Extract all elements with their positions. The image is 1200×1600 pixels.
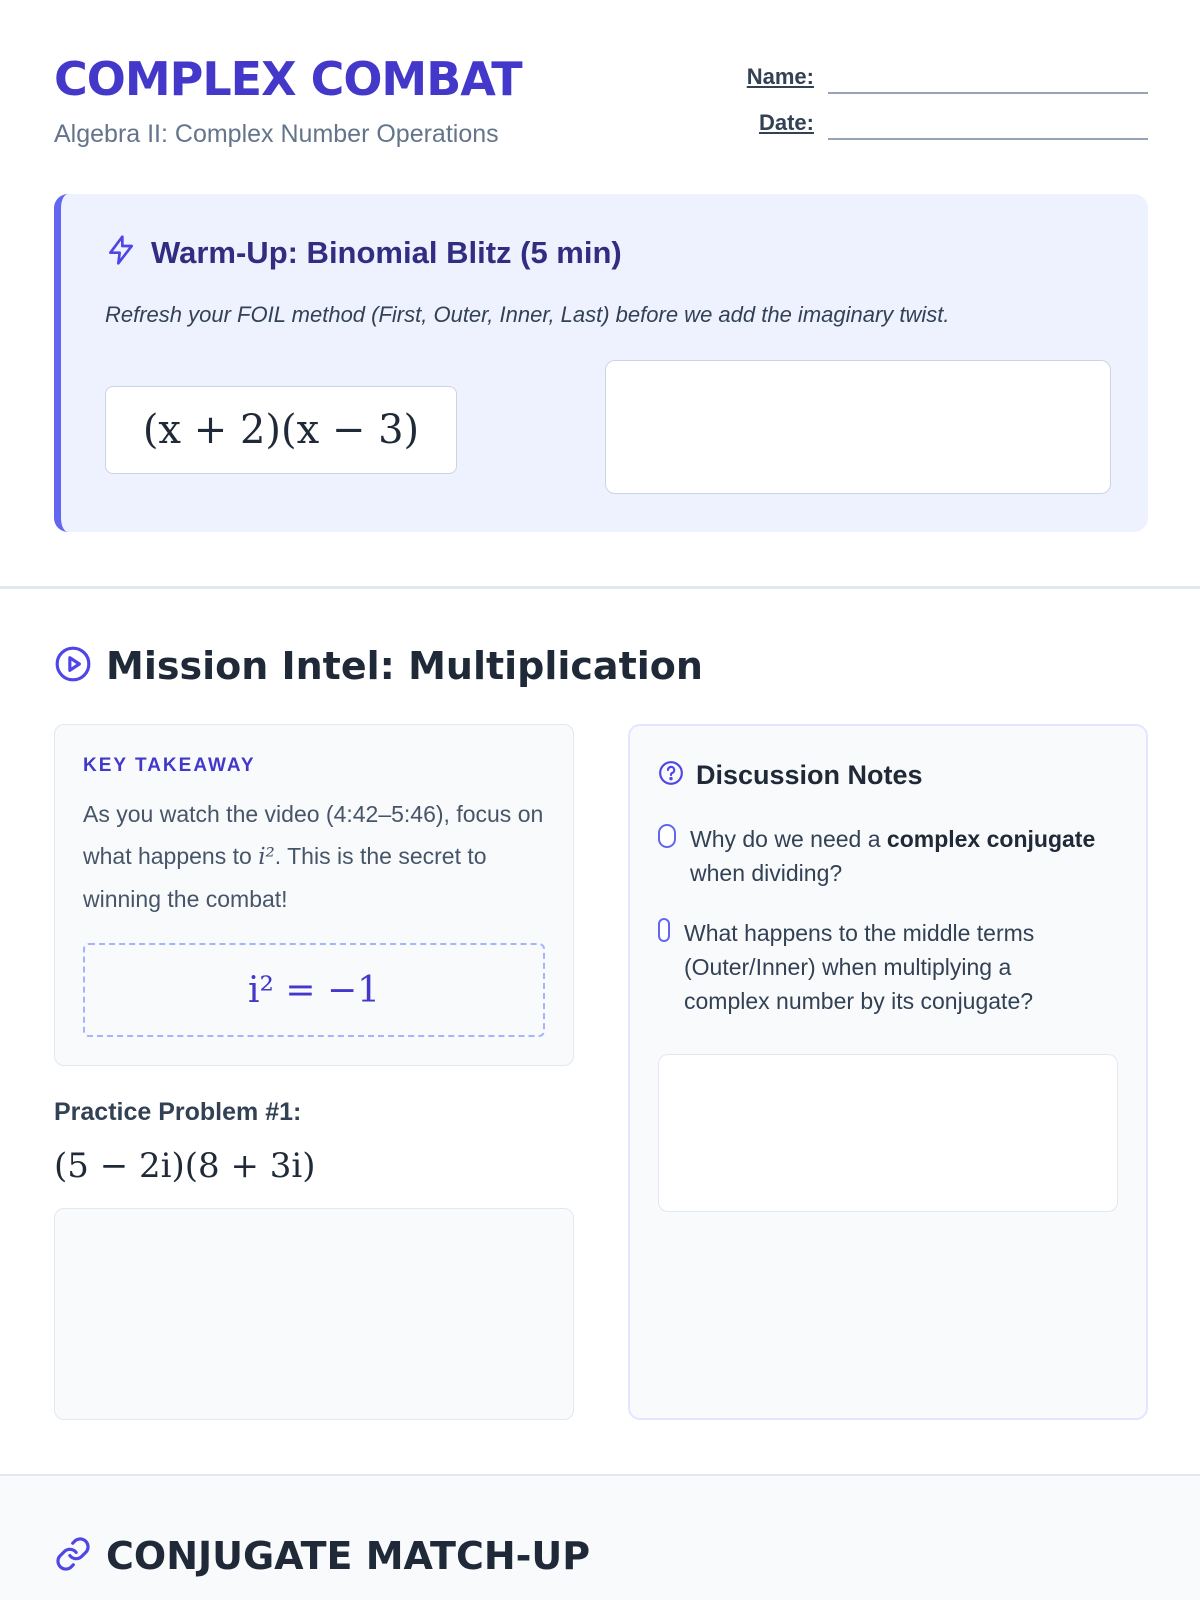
question-circle-icon — [658, 760, 684, 791]
question-2-text: What happens to the middle terms (Outer/Inner) when multiplying a complex number by its conjugate? — [684, 920, 1035, 1014]
question-emphasis: complex conjugate — [886, 826, 1096, 852]
key-takeaway-text — [83, 793, 553, 920]
play-circle-icon — [54, 645, 92, 688]
question-1-checkbox[interactable] — [658, 824, 676, 848]
warmup-header — [105, 234, 622, 271]
date-field — [700, 100, 1148, 140]
discussion-notes-box[interactable] — [658, 1054, 1118, 1212]
discussion-question-2 — [658, 916, 1098, 1018]
name-label: Name: — [746, 64, 814, 89]
warmup-expression: (x + 2)(x − 3) — [105, 386, 457, 474]
key-formula: i² = −1 — [83, 943, 545, 1037]
mission-header — [54, 644, 703, 688]
date-label: Date: — [758, 110, 814, 135]
takeaway-math: i² — [258, 844, 275, 870]
practice-problem-label: Practice Problem #1: — [54, 1098, 302, 1126]
question-1-text — [690, 822, 1098, 890]
warmup-title: Warm-Up: Binomial Blitz (5 min) — [151, 234, 622, 270]
discussion-header — [658, 760, 923, 791]
discussion-notes-card — [628, 724, 1148, 1420]
warmup-description: Refresh your FOIL method (First, Outer, Inner, Last) before we add the imaginary twist. — [105, 302, 950, 327]
page-title: COMPLEX COMBAT — [54, 52, 522, 106]
name-field — [700, 54, 1148, 94]
warmup-answer-box[interactable] — [605, 360, 1111, 494]
question-text-part: Why do we need a — [690, 826, 887, 852]
page-subtitle: Algebra II: Complex Number Operations — [54, 120, 499, 148]
question-text-part: when dividing? — [690, 860, 843, 886]
discussion-question-1 — [658, 822, 1098, 890]
link-icon — [54, 1535, 92, 1578]
practice-problem-expression: (5 − 2i)(8 + 3i) — [54, 1146, 316, 1186]
section-divider — [0, 586, 1200, 589]
takeaway-text-part: . This is the secret to winning the combat! — [83, 843, 487, 912]
name-input-line[interactable] — [828, 92, 1148, 94]
takeaway-text-part: As you watch the video (4:42–5:46), focus on what happens to — [83, 801, 544, 869]
practice-answer-box[interactable] — [54, 1208, 574, 1420]
conjugate-title: CONJUGATE MATCH-UP — [106, 1534, 591, 1578]
key-takeaway-label: KEY TAKEAWAY — [83, 755, 256, 776]
question-2-checkbox[interactable] — [658, 918, 670, 942]
discussion-title: Discussion Notes — [696, 760, 923, 790]
warmup-card — [54, 194, 1148, 532]
lightning-icon — [105, 234, 137, 271]
mission-title: Mission Intel: Multiplication — [106, 644, 703, 688]
date-input-line[interactable] — [828, 138, 1148, 140]
key-takeaway-card — [54, 724, 574, 1066]
conjugate-header — [54, 1534, 590, 1578]
